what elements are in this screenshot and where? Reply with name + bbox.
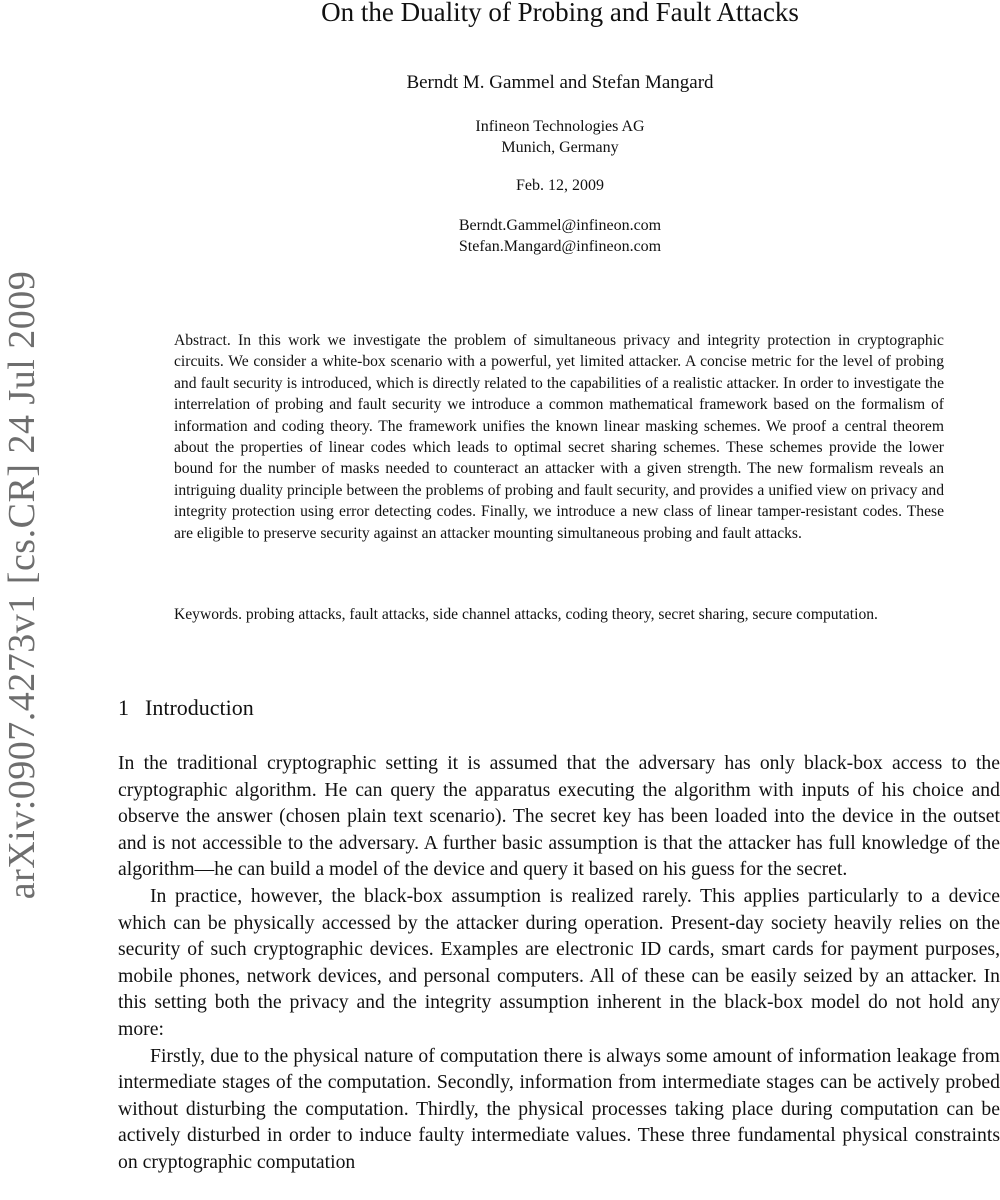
paper-title: On the Duality of Probing and Fault Attacks xyxy=(321,0,799,27)
keywords-text: probing attacks, fault attacks, side channel attacks, coding theory, secret sharing, secure computation. xyxy=(245,606,878,623)
section-number: 1 xyxy=(118,695,129,720)
body-paragraph: In practice, however, the black-box assumption is realized rarely. This applies particularly to a device which can be physically accessed by the attacker during operation. Present-day society heavily relies on the security of such cryptographic devices. Examples are electronic ID cards, smart cards for payment purposes, mobile phones, network devices, and personal computers. All of these can be easily seized by an attacker. In this setting both the privacy and the integrity assumption inherent in the black-box model do not hold any more: xyxy=(118,884,1000,1040)
section-body xyxy=(118,750,1000,1176)
affiliation: Infineon Technologies AG xyxy=(475,118,645,135)
author-email-2: Stefan.Mangard@infineon.com xyxy=(458,238,662,255)
arxiv-identifier: arXiv:0907.4273v1 [cs.CR] 24 Jul 2009 xyxy=(1,270,43,900)
body-paragraph: Firstly, due to the physical nature of computation there is always some amount of information leakage from intermediate stages of the computation. Secondly, information from intermediate stages can be actively probed without disturbing the computation. Thirdly, the physical processes taking place during computation can be actively disturbed in order to induce faulty intermediate values. These three fundamental physical constraints on cryptographic computation xyxy=(118,1044,1000,1173)
keywords xyxy=(174,604,944,625)
section-title: Introduction xyxy=(145,695,254,720)
author-email-1: Berndt.Gammel@infineon.com xyxy=(458,217,662,234)
abstract-label: Abstract. xyxy=(174,332,231,349)
body-paragraph: In the traditional cryptographic setting it is assumed that the adversary has only black-box access to the cryptographic algorithm. He can query the apparatus executing the algorithm with inputs of his choice and observe the answer (chosen plain text scenario). The secret key has been loaded into the device in the outset and is not accessible to the adversary. A further basic assumption is that the attacker has full knowledge of the algorithm—he can build a model of the device and query it based on his guess for the secret. xyxy=(118,752,1000,881)
abstract xyxy=(174,330,944,544)
paper-date: Feb. 12, 2009 xyxy=(516,177,604,194)
paper-authors: Berndt M. Gammel and Stefan Mangard xyxy=(406,72,714,93)
location: Munich, Germany xyxy=(501,139,619,156)
section-heading xyxy=(118,694,254,722)
keywords-label: Keywords. xyxy=(174,606,242,623)
abstract-text: In this work we investigate the problem of simultaneous privacy and integrity protection in cryptographic circuits. We consider a white-box scenario with a powerful, yet limited attacker. A concise metric for the level of probing and fault security is introduced, which is directly related to the capabilities of a realistic attacker. In order to investigate the interrelation of probing and fault security we introduce a common mathematical framework based on the formalism of information and coding theory. The framework unifies the known linear masking schemes. We proof a central theorem about the properties of linear codes which leads to optimal secret sharing schemes. These schemes provide the lower bound for the number of masks needed to counteract an attacker with a given strength. The new formalism reveals an intriguing duality principle between the problems of probing and fault security, and provides a unified view on privacy and integrity protection using error detecting codes. Finally, we introduce a new class of linear tamper-resistant codes. These are eligible to preserve security against an attacker mounting simultaneous probing and fault attacks. xyxy=(174,332,944,542)
